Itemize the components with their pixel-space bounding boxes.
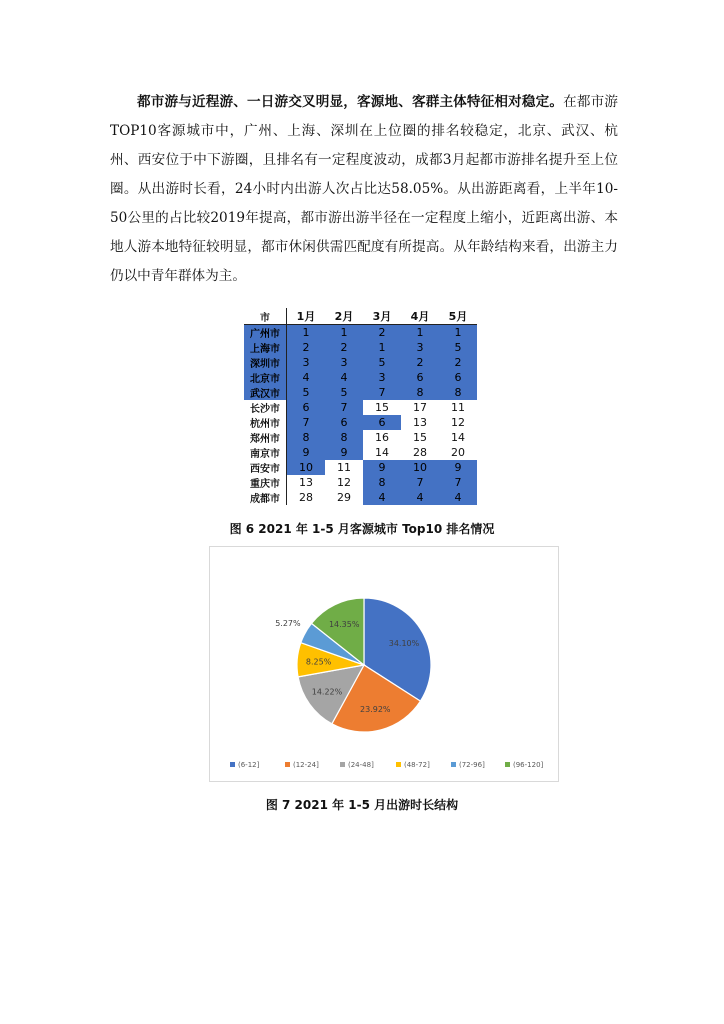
rank-cell: 4 [401, 490, 439, 505]
city-cell: 上海市 [244, 340, 287, 355]
rank-cell: 15 [375, 401, 389, 414]
rank-cell: 7 [401, 475, 439, 490]
city-cell: 深圳市 [244, 355, 287, 370]
legend-item [505, 761, 544, 769]
pie-slice-label: 23.92% [360, 705, 391, 715]
legend-label: (48-72] [404, 761, 430, 769]
rank-cell: 13 [299, 476, 313, 489]
rank-cell: 2 [325, 340, 363, 355]
rank-cell: 6 [439, 370, 477, 385]
table-row [244, 355, 477, 370]
city-cell: 北京市 [244, 370, 287, 385]
legend-swatch [340, 762, 345, 767]
rank-cell: 1 [401, 325, 439, 341]
paragraph-body: 在都市游TOP10客源城市中，广州、上海、深圳在上位圈的排名较稳定，北京、武汉、杭州、西安位于中下游圈，且排名有一定程度波动，成都3月起都市游排名提升至上位圈。从出游时长看，24小时内出游人次占比达58.05%。从出游距离看，上半年10-50公里的占比较2019年提高，都市游出游半径在一定程度上缩小，近距离出游、本地人游本地特征较明显，都市休闲供需匹配度有所提高。从年龄结构来看，出游主力仍以中青年群体为主。 [110, 94, 619, 284]
rank-cell: 28 [413, 446, 427, 459]
city-cell: 长沙市 [244, 400, 287, 415]
table-row [244, 385, 477, 400]
rank-cell: 4 [287, 370, 326, 385]
rank-cell: 11 [451, 401, 465, 414]
pie-slice-label: 34.10% [388, 639, 420, 649]
table-row [244, 490, 477, 505]
rank-cell: 4 [325, 370, 363, 385]
rank-cell: 5 [439, 340, 477, 355]
rank-cell: 7 [439, 475, 477, 490]
legend-label: (6-12] [238, 761, 260, 769]
rank-cell: 7 [287, 415, 326, 430]
header-month: 3月 [363, 308, 401, 325]
legend-label: (24-48] [348, 761, 374, 769]
rank-cell: 2 [439, 355, 477, 370]
rank-cell: 10 [401, 460, 439, 475]
rank-cell: 14 [375, 446, 389, 459]
duration-pie-chart [209, 546, 559, 782]
rank-cell: 14 [451, 431, 465, 444]
rank-cell: 20 [451, 446, 465, 459]
rank-cell: 6 [363, 415, 401, 430]
rank-cell: 10 [287, 460, 326, 475]
paragraph-lead: 都市游与近程游、一日游交叉明显，客源地、客群主体特征相对稳定。 [137, 94, 564, 110]
city-cell: 南京市 [244, 445, 287, 460]
rank-cell: 6 [287, 400, 326, 415]
rank-cell: 8 [287, 430, 326, 445]
rank-cell: 3 [363, 370, 401, 385]
legend-swatch [230, 762, 235, 767]
rank-cell: 5 [363, 355, 401, 370]
header-month: 2月 [325, 308, 363, 325]
city-cell: 成都市 [244, 490, 287, 505]
pie-slice-label: 8.25% [305, 657, 332, 667]
legend-item [396, 761, 430, 769]
pie-chart-svg [210, 547, 558, 781]
rank-cell: 8 [325, 430, 363, 445]
table-body [244, 325, 477, 506]
figure-6-caption: 图 6 2021 年 1-5 月客源城市 Top10 排名情况 [229, 522, 495, 536]
rank-cell: 9 [325, 445, 363, 460]
rank-cell: 9 [439, 460, 477, 475]
rank-cell: 1 [439, 325, 477, 341]
header-month: 4月 [401, 308, 439, 325]
rank-cell: 9 [363, 460, 401, 475]
legend-label: (96-120] [513, 761, 544, 769]
pie-slice-label: 14.22% [311, 687, 343, 697]
rank-cell: 2 [401, 355, 439, 370]
table-row [244, 415, 477, 430]
legend-swatch [285, 762, 290, 767]
table-row [244, 460, 477, 475]
header-month: 1月 [287, 308, 326, 325]
rank-cell: 1 [363, 340, 401, 355]
rank-cell: 9 [287, 445, 326, 460]
rank-cell: 7 [363, 385, 401, 400]
rank-cell: 4 [439, 490, 477, 505]
table-row [244, 325, 477, 341]
rank-cell: 4 [363, 490, 401, 505]
header-city: 市 [244, 308, 287, 325]
pie-slice-label: 14.35% [328, 620, 360, 629]
rank-cell: 3 [401, 340, 439, 355]
table-row [244, 400, 477, 415]
legend-item [340, 761, 374, 769]
header-month: 5月 [439, 308, 477, 325]
rank-cell: 17 [413, 401, 427, 414]
legend-item [230, 761, 260, 769]
legend-item [285, 761, 319, 769]
rank-cell: 1 [325, 325, 363, 341]
rank-cell: 8 [439, 385, 477, 400]
rank-cell: 13 [413, 416, 427, 429]
legend-swatch [396, 762, 401, 767]
city-cell: 广州市 [244, 325, 287, 341]
table-row [244, 430, 477, 445]
table-row [244, 340, 477, 355]
rank-cell: 1 [287, 325, 326, 341]
rank-cell: 2 [287, 340, 326, 355]
rank-cell: 16 [375, 431, 389, 444]
city-cell: 武汉市 [244, 385, 287, 400]
rank-cell: 28 [299, 491, 313, 504]
rank-cell: 7 [325, 400, 363, 415]
city-cell: 重庆市 [244, 475, 287, 490]
rank-cell: 29 [337, 491, 351, 504]
table-row [244, 370, 477, 385]
rank-cell: 3 [325, 355, 363, 370]
rank-cell: 8 [363, 475, 401, 490]
rank-cell: 11 [337, 461, 351, 474]
rank-cell: 5 [325, 385, 363, 400]
figure-7-caption: 图 7 2021 年 1-5 月出游时长结构 [265, 798, 459, 812]
rank-cell: 3 [287, 355, 326, 370]
city-cell: 西安市 [244, 460, 287, 475]
rank-cell: 15 [413, 431, 427, 444]
legend-swatch [505, 762, 510, 767]
rank-cell: 12 [337, 476, 351, 489]
legend-item [451, 761, 485, 769]
rank-cell: 2 [363, 325, 401, 341]
rank-cell: 12 [451, 416, 465, 429]
table-row [244, 445, 477, 460]
body-paragraph [110, 88, 618, 291]
city-cell: 杭州市 [244, 415, 287, 430]
rank-cell: 6 [325, 415, 363, 430]
table-row [244, 475, 477, 490]
legend-label: (72-96] [459, 761, 485, 769]
pie-slice-label: 5.27% [275, 618, 301, 628]
city-cell: 郑州市 [244, 430, 287, 445]
rank-cell: 6 [401, 370, 439, 385]
legend-label: (12-24] [293, 761, 319, 769]
table-header-row [244, 308, 477, 325]
rank-cell: 5 [287, 385, 326, 400]
ranking-table [244, 308, 477, 505]
rank-cell: 8 [401, 385, 439, 400]
legend-swatch [451, 762, 456, 767]
